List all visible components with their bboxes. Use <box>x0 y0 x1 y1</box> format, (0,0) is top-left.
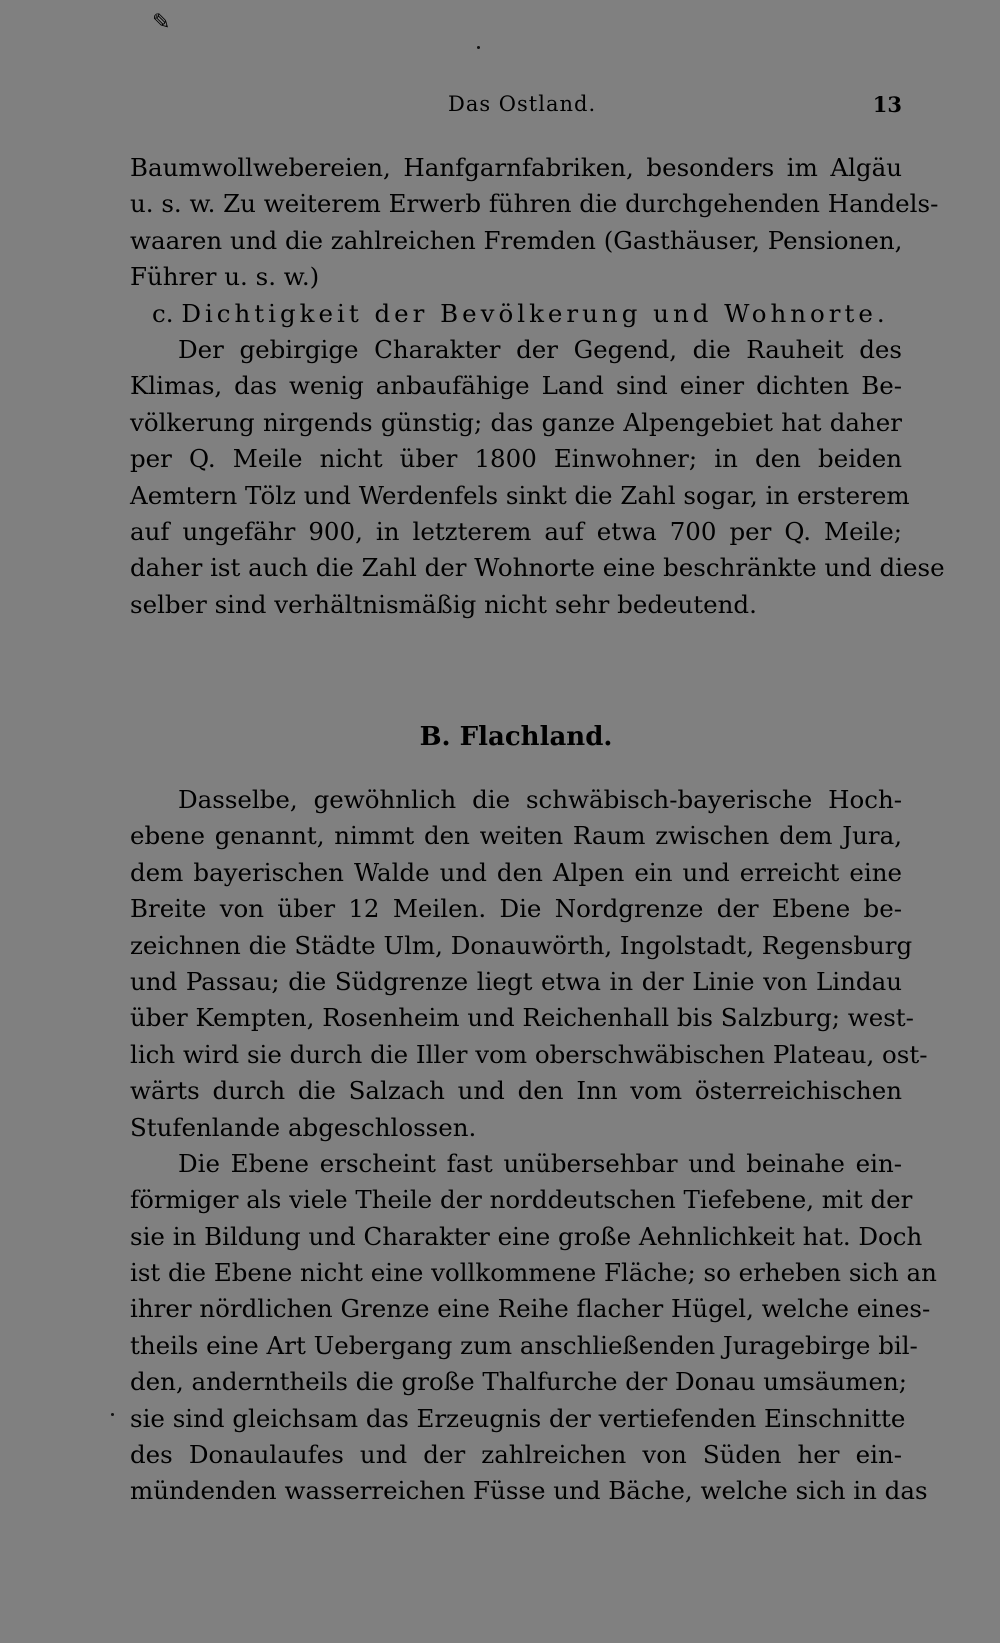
subheading-prefix: c. <box>152 298 174 328</box>
text-line: Aemtern Tölz und Werdenfels sinkt die Zahl sogar, in ersterem <box>130 480 910 510</box>
corner-mark-icon: ✎ <box>152 10 171 35</box>
section-title: Flachland. <box>459 722 613 752</box>
text-line: Dasselbe, gewöhnlich die schwäbisch-bayerische Hoch- <box>178 785 902 814</box>
section-heading <box>130 722 902 752</box>
text-line: lich wird sie durch die Iller vom oberschwäbischen Plateau, ost- <box>130 1039 928 1069</box>
text-line: mündenden wasserreichen Füsse und Bäche, welche sich in das <box>130 1476 928 1506</box>
page-header <box>130 92 902 124</box>
text-line: auf ungefähr 900, in letzterem auf etwa 700 per Q. Meile; <box>130 516 902 546</box>
subheading-text: Dichtigkeit der Bevölkerung und Wohnorte. <box>181 298 889 328</box>
text-line: über Kempten, Rosenheim und Reichenhall bis Salzburg; west- <box>130 1003 914 1033</box>
text-line: Der gebirgige Charakter der Gegend, die Rauheit des <box>178 334 902 364</box>
text-line: ebene genannt, nimmt den weiten Raum zwischen dem Jura, <box>130 821 902 851</box>
page-number: 13 <box>872 92 902 117</box>
text-line: Stufenlande abgeschlossen. <box>130 1112 477 1142</box>
text-line: Baumwollwebereien, Hanfgarnfabriken, besonders im Algäu <box>130 153 902 182</box>
text-line: den, anderntheils die große Thalfurche der Donau umsäumen; <box>130 1367 908 1397</box>
text-line: und Passau; die Südgrenze liegt etwa in der Linie von Lindau <box>130 966 902 996</box>
section-label: B. <box>419 722 451 752</box>
text-line: waaren und die zahlreichen Fremden (Gasthäuser, Pensionen, <box>130 225 903 255</box>
text-line: ihrer nördlichen Grenze eine Reihe flacher Hügel, welche eines- <box>130 1294 931 1324</box>
text-line: u. s. w. Zu weiterem Erwerb führen die durchgehenden Handels- <box>130 189 939 219</box>
text-line: per Q. Meile nicht über 1800 Einwohner; in den beiden <box>130 444 902 474</box>
text-line: Klimas, das wenig anbaufähige Land sind einer dichten Be- <box>130 371 902 401</box>
text-line: ist die Ebene nicht eine vollkommene Fläche; so erheben sich an <box>130 1258 937 1288</box>
speck <box>477 46 480 49</box>
text-line: selber sind verhältnismäßig nicht sehr bedeutend. <box>130 589 757 619</box>
text-line: sie sind gleichsam das Erzeugnis der vertiefenden Einschnitte <box>130 1403 906 1433</box>
text-line: theils eine Art Uebergang zum anschließenden Juragebirge bil- <box>130 1330 918 1360</box>
text-line: förmiger als viele Theile der norddeutschen Tiefebene, mit der <box>130 1185 913 1215</box>
text-line: dem bayerischen Walde und den Alpen ein und erreicht eine <box>130 857 902 887</box>
text-line: völkerung nirgends günstig; das ganze Alpengebiet hat daher <box>130 407 902 437</box>
text-line: zeichnen die Städte Ulm, Donauwörth, Ingolstadt, Regensburg <box>130 930 913 960</box>
text-line: des Donaulaufes und der zahlreichen von Süden her ein- <box>130 1440 902 1470</box>
subheading <box>130 296 902 332</box>
text-line: sie in Bildung und Charakter eine große Aehnlichkeit hat. Doch <box>130 1221 923 1251</box>
speck <box>111 1413 114 1416</box>
body-text-lower <box>130 782 937 1510</box>
text-line: Die Ebene erscheint fast unübersehbar und beinahe ein- <box>178 1148 902 1178</box>
running-title: Das Ostland. <box>448 92 597 116</box>
text-line: Führer u. s. w.) <box>130 262 320 292</box>
text-line: Breite von über 12 Meilen. Die Nordgrenze der Ebene be- <box>130 894 902 924</box>
text-line: daher ist auch die Zahl der Wohnorte eine beschränkte und diese <box>130 553 945 583</box>
text-line: wärts durch die Salzach und den Inn vom österreichischen <box>130 1076 902 1106</box>
body-text-upper <box>130 150 945 623</box>
